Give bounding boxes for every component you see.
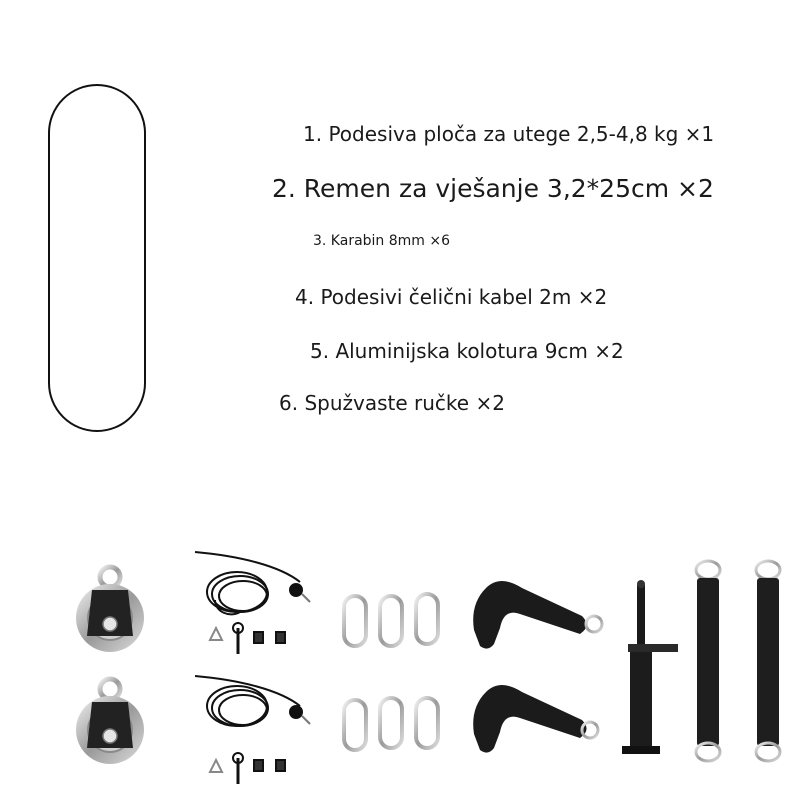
- item-steel-cable: 4. Podesivi čelični kabel 2m ×2: [295, 285, 608, 309]
- product-photo: [0, 530, 800, 800]
- item-adjustable-weight-plate: 1. Podesiva ploča za utege 2,5-4,8 kg ×1: [303, 122, 715, 146]
- item-aluminium-pulley: 5. Aluminijska kolotura 9cm ×2: [310, 339, 624, 363]
- item-hanging-strap: 2. Remen za vješanje 3,2*25cm ×2: [272, 174, 714, 203]
- cable-kit-bottom: [195, 676, 310, 784]
- loading-pin: [622, 580, 678, 754]
- pulley-bottom: [76, 679, 144, 764]
- hanging-strap-right: [756, 561, 780, 761]
- foam-handle-bottom: [473, 685, 598, 753]
- item-carabiner: 3. Karabin 8mm ×6: [313, 233, 451, 249]
- cable-kit-top: [195, 552, 310, 654]
- product-outline-placeholder: [48, 84, 146, 432]
- hanging-strap-left: [696, 561, 720, 761]
- foam-handle-top: [473, 581, 602, 649]
- carabiners: [344, 594, 438, 750]
- pulley-top: [76, 567, 144, 652]
- item-foam-handles: 6. Spužvaste ručke ×2: [279, 391, 505, 415]
